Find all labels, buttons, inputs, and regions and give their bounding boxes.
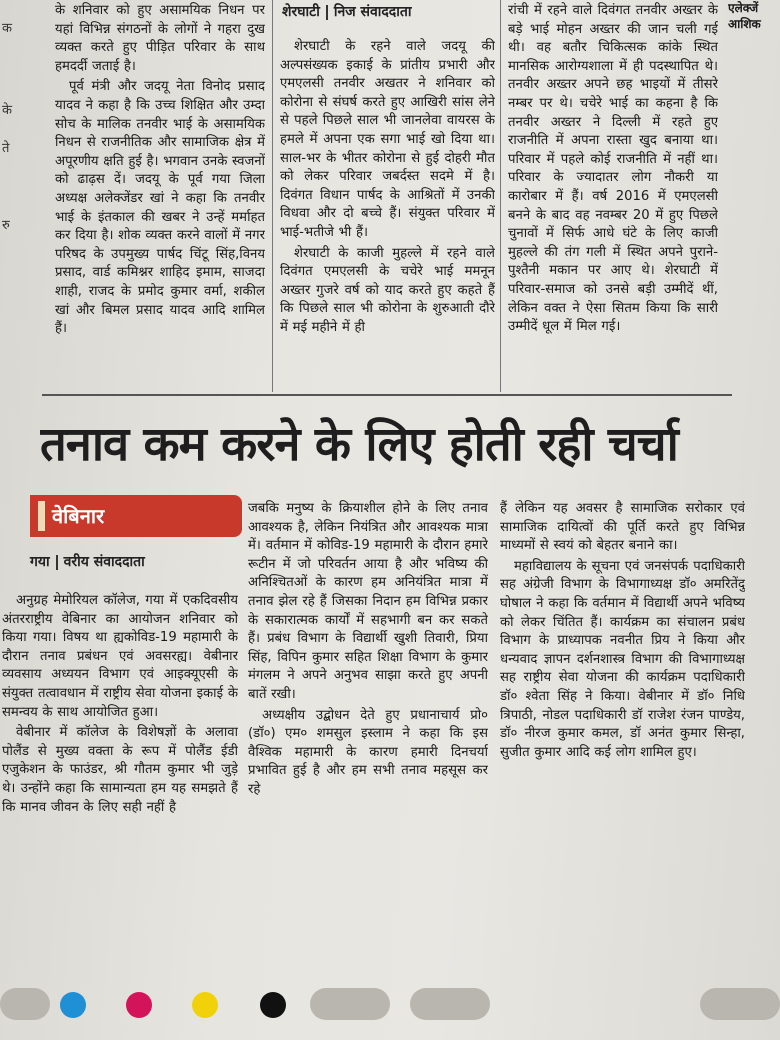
byline-place: शेरघाटी bbox=[282, 4, 320, 20]
article-column-3 bbox=[500, 500, 745, 977]
byline-separator bbox=[56, 555, 58, 570]
article-headline: तनाव कम करने के लिए होती रही चर्चा bbox=[40, 417, 678, 472]
byline-source: निज संवाददाता bbox=[333, 4, 412, 20]
article-byline bbox=[30, 552, 145, 571]
top-byline bbox=[282, 2, 411, 26]
paragraph: रांची में रहने वाले दिवंगत तनवीर अख्तर के बड़े भाई मोहन अख्तर की जान चली गई थी। वह बतौर चिकित्सक कांके स्थित मानसिक आरोग्यशाला में ही पदस्थापित थे। तनवीर अख्तर अपने छह भाइयों में तीसरे नम्बर पर थे। चचेरे भाई का कहना है कि तनवीर अख्तर ने दिल्ली में रहते हुए राजनीति में अपना रास्ता खुद बनाया था। परिवार में पहले कोई राजनीति में नहीं था। परिवार के ज्यादातर लोग नौकरी या कारोबार में हैं। वर्ष 2016 में एमएलसी बनने के बाद वह नवम्बर 20 में हुए पिछले चुनावों में सिर्फ आधे घंटे के लिए काजी मुहल्ले की तंग गली में स्थित अपने पुराने-पुश्तैनी मकान पर आए थे। शेरघाटी में परिवार-समाज को उनसे बड़ी उम्मीदें थीं, लेकिन वक्त ने ऐसा सितम किया कि सारी उम्मीदें धूल में मिल गई। bbox=[508, 3, 718, 335]
paragraph: हैं लेकिन यह अवसर है सामाजिक सरोकार एवं सामाजिक दायित्वों की पूर्ति करते हुए विभिन्न माध्यमों से स्वयं को बेहतर बनाने का। bbox=[500, 501, 745, 554]
registration-blob bbox=[410, 988, 490, 1020]
byline-place: गया bbox=[30, 554, 50, 570]
top-column-3 bbox=[508, 2, 718, 392]
paragraph: शेरघाटी के काजी मुहल्ले में रहने वाले दिवंगत एमएलसी के चचेरे भाई ममनून अख्तर गुजरे वर्ष को याद करते हुए कहते हैं कि पिछले साल भी कोरोना के शुरुआती दौरे में मई महीने में ही bbox=[280, 245, 495, 335]
left-edge-char: रु bbox=[2, 218, 10, 233]
registration-dot-black bbox=[260, 992, 286, 1018]
top-column-1 bbox=[55, 2, 265, 390]
registration-dot-magenta bbox=[126, 992, 152, 1018]
right-edge-fragment: एलेक्जें आशिक bbox=[728, 1, 761, 31]
left-edge-char: ते bbox=[2, 141, 10, 156]
paragraph: पूर्व मंत्री और जदयू नेता विनोद प्रसाद यादव ने कहा है कि उच्च शिक्षित और उम्दा सोच के मालिक तनवीर भाई के असामयिक निधन से राजनीतिक और सामाजिक क्षेत्र में अपूरणीय क्षति हुई है। भगवान उनके स्वजनों को ढाढ़स दें। जदयू के पूर्व गया जिला अध्यक्ष अलेक्जेंडर खां ने कहा कि तनवीर भाई के इंतकाल की खबर ने उन्हें मर्माहत कर दिया है। शोक व्यक्त करने वालों में नगर परिषद के उपमुख्य पार्षद चिंटू सिंह,विनय प्रसाद, वार्ड कमिश्नर शाहिद इमाम, साजदा शाही, राजद के प्रमोद कुमार वर्मा, शकील खां और बिमल प्रसाद यादव आदि शामिल हैं। bbox=[55, 79, 265, 337]
left-edge-fragment bbox=[0, 0, 60, 395]
paragraph: अनुग्रह मेमोरियल कॉलेज, गया में एकदिवसीय अंतरराष्ट्रीय वेबिनार का आयोजन शनिवार को किया गया। विषय था ह्यकोविड-19 महामारी के दौरान तनाव प्रबंधन एवं अवसरह्य। वेबीनार व्यवसाय अध्ययन विभाग एवं आइक्यूएसी के संयुक्त तत्वावधान में राष्ट्रीय सेवा योजना इकाई के समन्वय के साथ आयोजित हुआ। bbox=[2, 593, 238, 720]
paragraph: महाविद्यालय के सूचना एवं जनसंपर्क पदाधिकारी सह अंग्रेजी विभाग के विभागाध्यक्ष डॉ० अमरितेंदु घोषाल ने कहा कि वर्तमान में विद्यार्थी अपने भविष्य को लेकर चिंतित हैं। कार्यक्रम का संचालन प्रबंध विभाग के प्राध्यापक नवनीत प्रिय ने किया और धन्यवाद ज्ञापन दर्शनशास्त्र विभाग की विभागाध्यक्ष सह राष्ट्रीय सेवा योजना की कार्यक्रम पदाधिकारी डॉ० श्वेता सिंह ने किया। वेबीनार में डॉ० निधि त्रिपाठी, नोडल पदाधिकारी डॉ राजेश रंजन पाण्डेय, डॉ० नीरज कुमार कमल, डॉ अनंत कुमार सिन्हा, सुजीत कुमार आदि कई लोग शामिल हुए। bbox=[500, 558, 745, 760]
paragraph: वेबीनार में कॉलेज के विशेषज्ञों के अलावा पोलैंड से मुख्य वक्ता के रूप में पोलैंड ईडी एजुकेशन के फाउंडर, श्री गौतम कुमार भी जुड़े थे। उन्होंने कहा कि सामान्यता हम यह समझते हैं कि मानव जीवन के लिए सही नहीं है bbox=[2, 725, 238, 815]
registration-blob bbox=[700, 988, 780, 1020]
paragraph: के शनिवार को हुए असामयिक निधन पर यहां विभिन्न संगठनों के लोगों ने गहरा दुख व्यक्त करते हुए पीड़ित परिवार के साथ हमदर्दी जताई है। bbox=[55, 3, 265, 74]
registration-dot-cyan bbox=[60, 992, 86, 1018]
left-edge-char: के bbox=[2, 103, 12, 118]
registration-blob bbox=[0, 988, 50, 1020]
top-column-2 bbox=[280, 38, 495, 390]
byline-source: वरीय संवाददाता bbox=[63, 554, 145, 570]
article-column-2 bbox=[248, 500, 488, 977]
registration-blob bbox=[310, 988, 390, 1020]
article-column-1 bbox=[0, 592, 238, 977]
column-divider bbox=[500, 0, 501, 392]
registration-dot-yellow bbox=[192, 992, 218, 1018]
paragraph: अध्यक्षीय उद्बोधन देते हुए प्रधानाचार्य प्रो० (डॉ०) एम० शमसुल इस्लाम ने कहा कि इस वैश्विक महामारी के कारण हमारी दिनचर्या प्रभावित हुई है और हम सभी तनाव महसूस कर रहे bbox=[248, 707, 488, 797]
section-rule bbox=[42, 394, 732, 396]
byline-separator bbox=[326, 5, 328, 20]
paragraph: शेरघाटी के रहने वाले जदयू की अल्पसंख्यक इकाई के प्रांतीय प्रभारी और एमएलसी तनवीर अखतर ने शनिवार को कोरोना से संघर्ष करते हुए आखिरी सांस लेने से पहले पिछले साल भी जानलेवा वायरस के हमले में अपना एक सगा भाई खो दिया था। साल-भर के भीतर कोरोना से हुई दोहरी मौत को लेकर परिवार जबर्दस्त सदमे में है। दिवंगत विधान पार्षद के आश्रितों में उनकी विधवा और दो बच्चे हैं। संयुक्त परिवार में भाई-भतीजे भी हैं। bbox=[280, 39, 495, 240]
registration-strip bbox=[0, 975, 780, 1040]
section-tag: वेबिनार bbox=[30, 495, 242, 537]
left-edge-char: क bbox=[2, 21, 12, 36]
paragraph: जबकि मनुष्य के क्रियाशील होने के लिए तनाव आवश्यक है, लेकिन नियंत्रित और आवश्यक मात्रा में। वर्तमान में कोविड-19 महामारी के दौरान हमारे रूटीन में जो परिवर्तन आया है और भविष्य की अनिश्चितओं के कारण हम अनियंत्रित मात्रा में तनाव झेल रहे हैं जिसका निदान हम विभिन्न प्रकार के सकारात्मक कार्यों में सहभागी बन कर सकते हैं। प्रबंध विभाग के विद्यार्थी खुशी तिवारी, प्रिया सिंह, विपिन कुमार सहित शिक्षा विभाग के कुमार मंगलम ने अपने अनुभव साझा करते हुए अपनी बातें रखी। bbox=[248, 501, 488, 702]
column-divider bbox=[272, 0, 273, 392]
